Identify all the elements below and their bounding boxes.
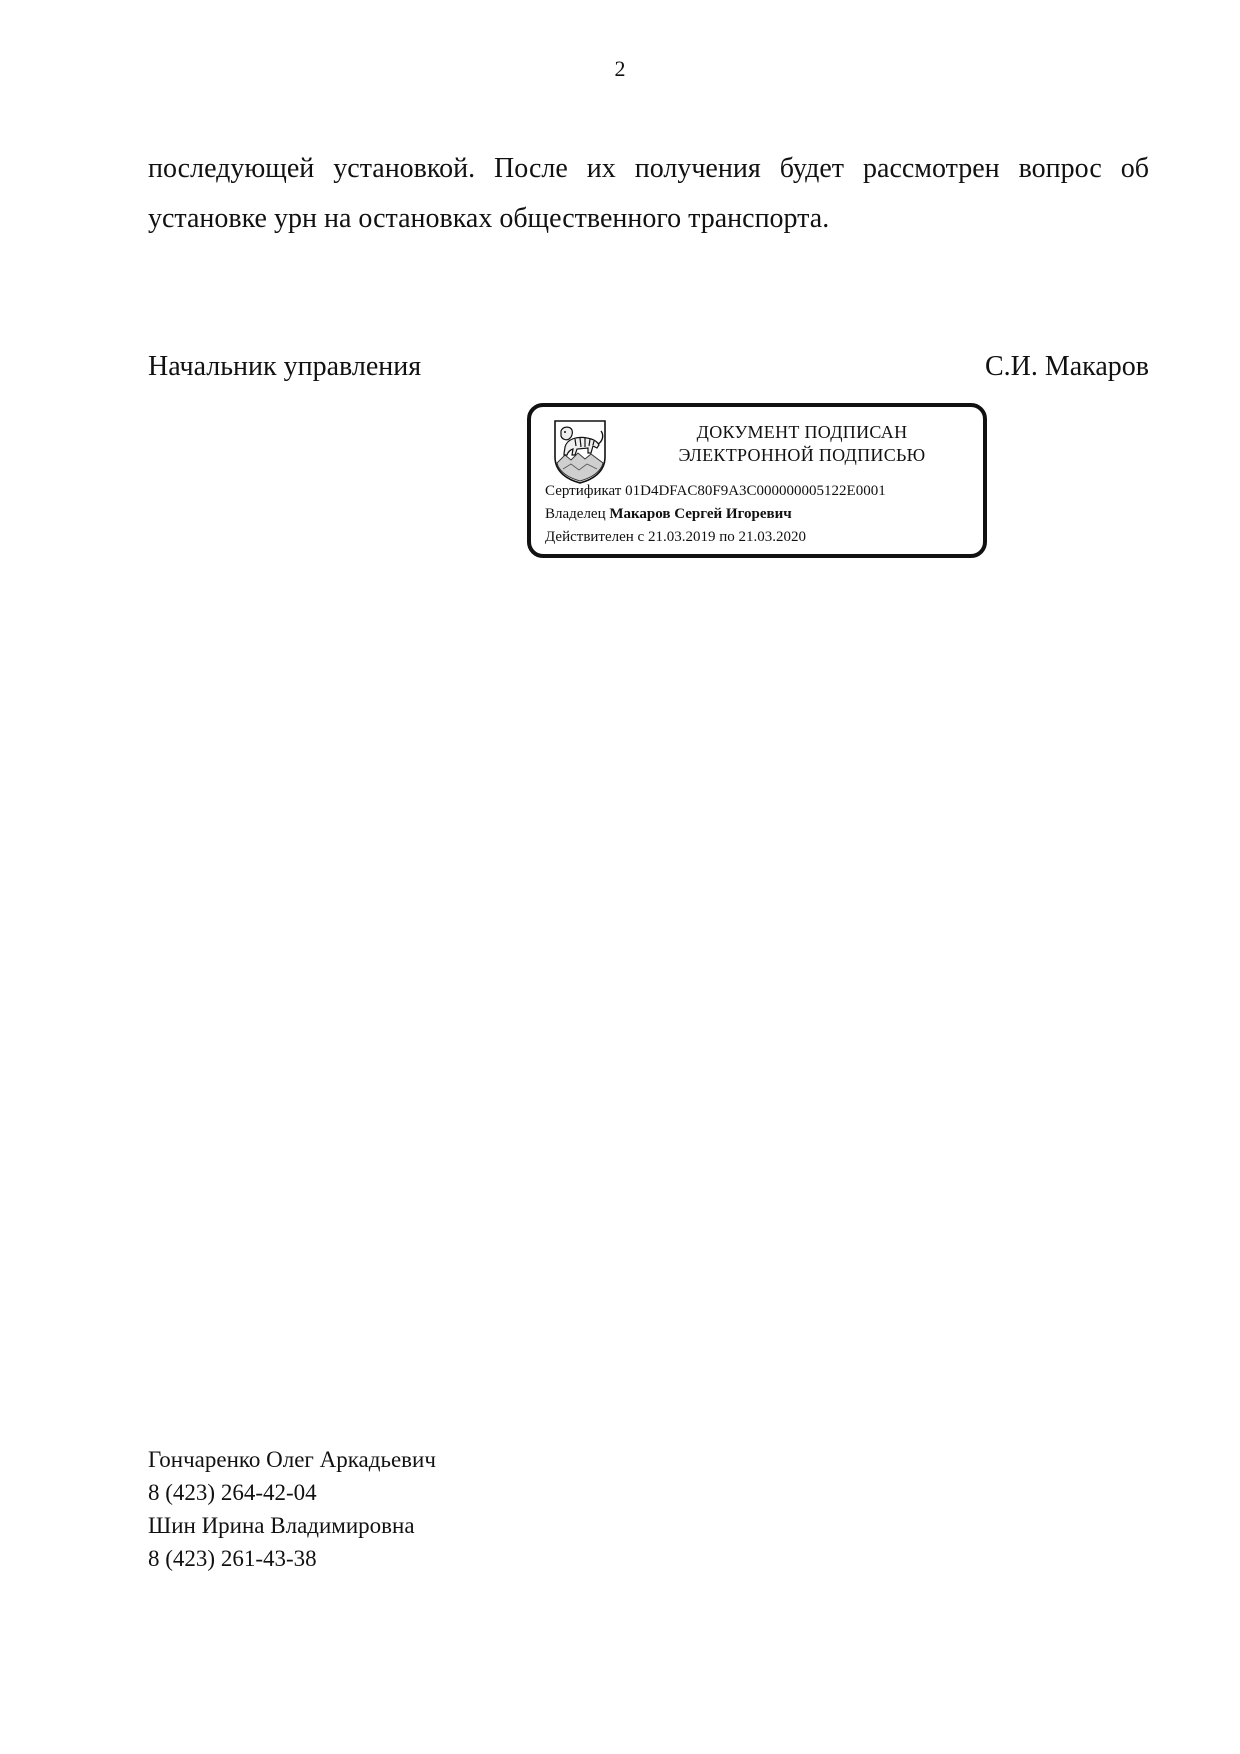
stamp-title-line: ДОКУМЕНТ ПОДПИСАН (696, 422, 908, 442)
contacts-block (148, 1443, 436, 1575)
certificate-value: 01D4DFAC80F9A3C000000005122E0001 (625, 483, 886, 499)
body-paragraph (148, 144, 1149, 244)
stamp-validity (545, 528, 806, 546)
contact-line: Шин Ирина Владимировна (148, 1513, 415, 1538)
valid-to: 21.03.2020 (738, 529, 806, 545)
valid-label: Действителен с (545, 529, 645, 545)
stamp-owner (545, 505, 792, 523)
signatory-position: Начальник управления (148, 351, 422, 382)
valid-from: 21.03.2019 (647, 529, 716, 545)
stamp-title (631, 421, 973, 467)
signature-block (148, 350, 1149, 384)
body-line: установке урн на остановках общественного транспорта. (148, 203, 830, 234)
electronic-signature-stamp (527, 403, 987, 558)
body-line: последующей установкой. После их получения будет рассмотрен вопрос об (148, 153, 1149, 184)
contact-line: 8 (423) 261-43-38 (148, 1546, 317, 1571)
page-number: 2 (614, 56, 626, 81)
owner-value: Макаров Сергей Игоревич (609, 506, 792, 522)
valid-to-label: по (719, 529, 735, 545)
owner-label: Владелец (545, 506, 606, 522)
stamp-certificate (545, 482, 886, 500)
signatory-name: С.И. Макаров (984, 351, 1149, 382)
stamp-title-line: ЭЛЕКТРОННОЙ ПОДПИСЬЮ (678, 445, 926, 465)
certificate-label: Сертификат (545, 483, 622, 499)
contact-line: Гончаренко Олег Аркадьевич (148, 1447, 436, 1472)
coat-of-arms-tiger-icon (551, 417, 609, 485)
contact-line: 8 (423) 264-42-04 (148, 1480, 317, 1505)
